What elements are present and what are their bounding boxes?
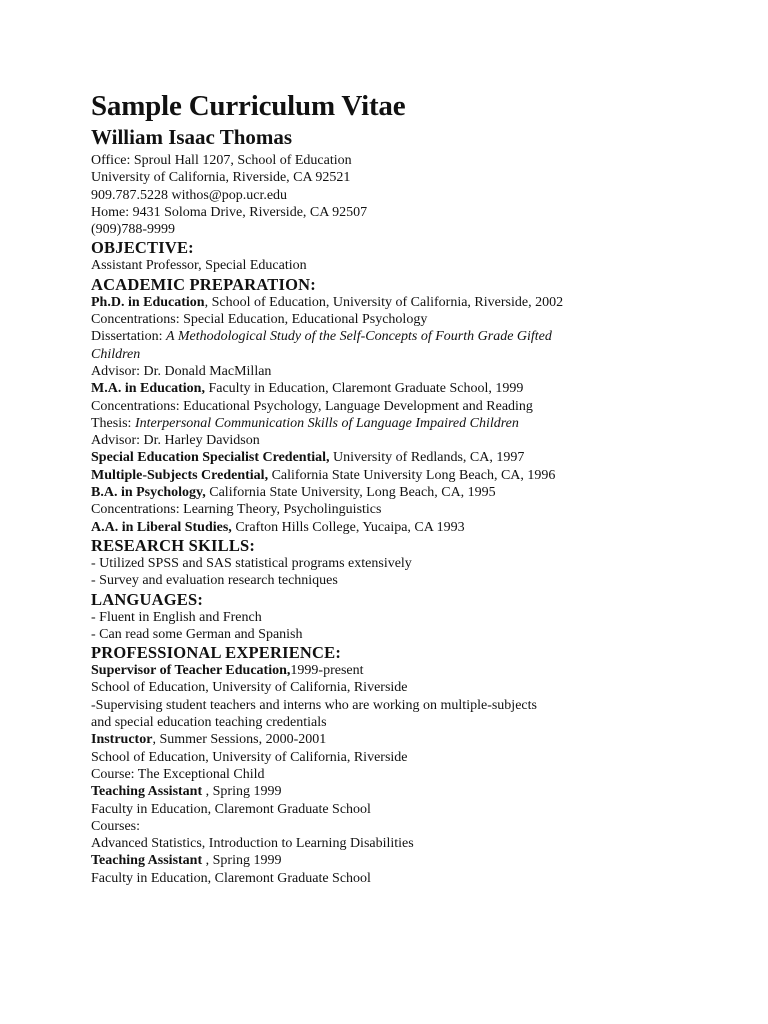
- contact-office: Office: Sproul Hall 1207, School of Education: [91, 153, 352, 168]
- degree-ma-title: M.A. in Education,: [91, 381, 205, 397]
- job-instructor-place: School of Education, University of California, Riverside: [91, 749, 408, 765]
- credential-special-education-title: Special Education Specialist Credential,: [91, 450, 330, 466]
- research-item: - Utilized SPSS and SAS statistical programs extensively: [91, 555, 412, 571]
- objective-heading: OBJECTIVE:: [91, 238, 194, 258]
- job-teaching-assistant: [91, 783, 731, 800]
- degree-ba-title: B.A. in Psychology,: [91, 485, 206, 501]
- thesis-label: Thesis:: [91, 415, 135, 431]
- contact-phone-email: 909.787.5228 withos@pop.ucr.edu: [91, 187, 288, 203]
- research-item: - Survey and evaluation research techniques: [91, 573, 338, 589]
- credential-special-education-details: University of Redlands, CA, 1997: [329, 450, 525, 466]
- degree-ba-details: California State University, Long Beach, CA, 1995: [205, 485, 496, 501]
- job-teaching-assistant-title: Teaching Assistant: [91, 853, 203, 869]
- degree-ma-details: Faculty in Education, Claremont Graduate School, 1999: [204, 381, 524, 397]
- languages-heading: LANGUAGES:: [91, 589, 204, 609]
- job-instructor-dates: , Summer Sessions, 2000-2001: [152, 732, 327, 748]
- degree-ba-concentrations: Concentrations: Learning Theory, Psycholinguistics: [91, 502, 382, 518]
- contact-university: University of California, Riverside, CA 92521: [91, 170, 351, 186]
- job-teaching-assistant-dates: , Spring 1999: [202, 784, 282, 800]
- contact-block: [91, 152, 731, 238]
- job-teaching-assistant: [91, 852, 731, 869]
- job-supervisor-dates: 1999-present: [290, 663, 364, 679]
- thesis-title: Interpersonal Communication Skills of Language Impaired Children: [134, 415, 519, 431]
- degree-aa-title: A.A. in Liberal Studies,: [91, 519, 232, 535]
- degree-aa-details: Crafton Hills College, Yucaipa, CA 1993: [231, 519, 465, 535]
- degree-ma-advisor: Advisor: Dr. Harley Davidson: [91, 433, 260, 449]
- language-item: - Can read some German and Spanish: [91, 626, 303, 642]
- research-heading: RESEARCH SKILLS:: [91, 535, 256, 555]
- degree-phd-title: Ph.D. in Education: [91, 294, 205, 310]
- degree-phd-details: , School of Education, University of California, Riverside, 2002: [204, 294, 564, 310]
- cv-document: [91, 88, 731, 887]
- job-supervisor-description: and special education teaching credentials: [91, 715, 327, 731]
- academic-heading: ACADEMIC PREPARATION:: [91, 274, 316, 294]
- job-supervisor: [91, 662, 731, 679]
- job-instructor-course: Course: The Exceptional Child: [91, 766, 265, 782]
- degree-ma-thesis: [91, 415, 731, 432]
- contact-home-phone: (909)788-9999: [91, 222, 175, 238]
- degree-ba: [91, 484, 731, 501]
- credential-multiple-subjects-title: Multiple-Subjects Credential,: [91, 467, 269, 483]
- job-supervisor-place: School of Education, University of California, Riverside: [91, 680, 408, 696]
- credential-multiple-subjects-details: California State University Long Beach, CA, 1996: [268, 467, 556, 483]
- job-teaching-assistant-title: Teaching Assistant: [91, 784, 203, 800]
- degree-phd-concentrations: Concentrations: Special Education, Educational Psychology: [91, 312, 428, 328]
- objective-text: Assistant Professor, Special Education: [91, 258, 307, 274]
- degree-phd-advisor: Advisor: Dr. Donald MacMillan: [91, 363, 272, 379]
- job-supervisor-description: -Supervising student teachers and interns who are working on multiple-subjects: [91, 697, 537, 713]
- job-instructor-title: Instructor: [91, 732, 153, 748]
- job-instructor: [91, 731, 731, 748]
- language-item: - Fluent in English and French: [91, 609, 262, 625]
- candidate-name: William Isaac Thomas: [91, 125, 293, 149]
- degree-ma: [91, 380, 731, 397]
- job-teaching-assistant-place: Faculty in Education, Claremont Graduate School: [91, 870, 371, 886]
- dissertation-title: A Methodological Study of the Self-Concepts of Fourth Grade Gifted Children: [91, 329, 552, 362]
- job-teaching-assistant-dates: , Spring 1999: [202, 853, 282, 869]
- job-supervisor-title: Supervisor of Teacher Education,: [91, 663, 291, 679]
- credential-special-education: [91, 449, 731, 466]
- document-title: Sample Curriculum Vitae: [91, 90, 406, 122]
- job-teaching-assistant-courses: Advanced Statistics, Introduction to Learning Disabilities: [91, 836, 414, 852]
- credential-multiple-subjects: [91, 467, 731, 484]
- dissertation-label: Dissertation:: [91, 329, 167, 345]
- job-teaching-assistant-courses-label: Courses:: [91, 818, 140, 834]
- degree-ma-concentrations: Concentrations: Educational Psychology, Language Development and Reading: [91, 398, 533, 414]
- degree-phd-dissertation: [91, 328, 601, 363]
- experience-heading: PROFESSIONAL EXPERIENCE:: [91, 643, 342, 663]
- degree-aa: [91, 519, 731, 536]
- contact-home-address: Home: 9431 Soloma Drive, Riverside, CA 92507: [91, 204, 368, 220]
- degree-phd: [91, 294, 731, 311]
- job-teaching-assistant-place: Faculty in Education, Claremont Graduate School: [91, 801, 371, 817]
